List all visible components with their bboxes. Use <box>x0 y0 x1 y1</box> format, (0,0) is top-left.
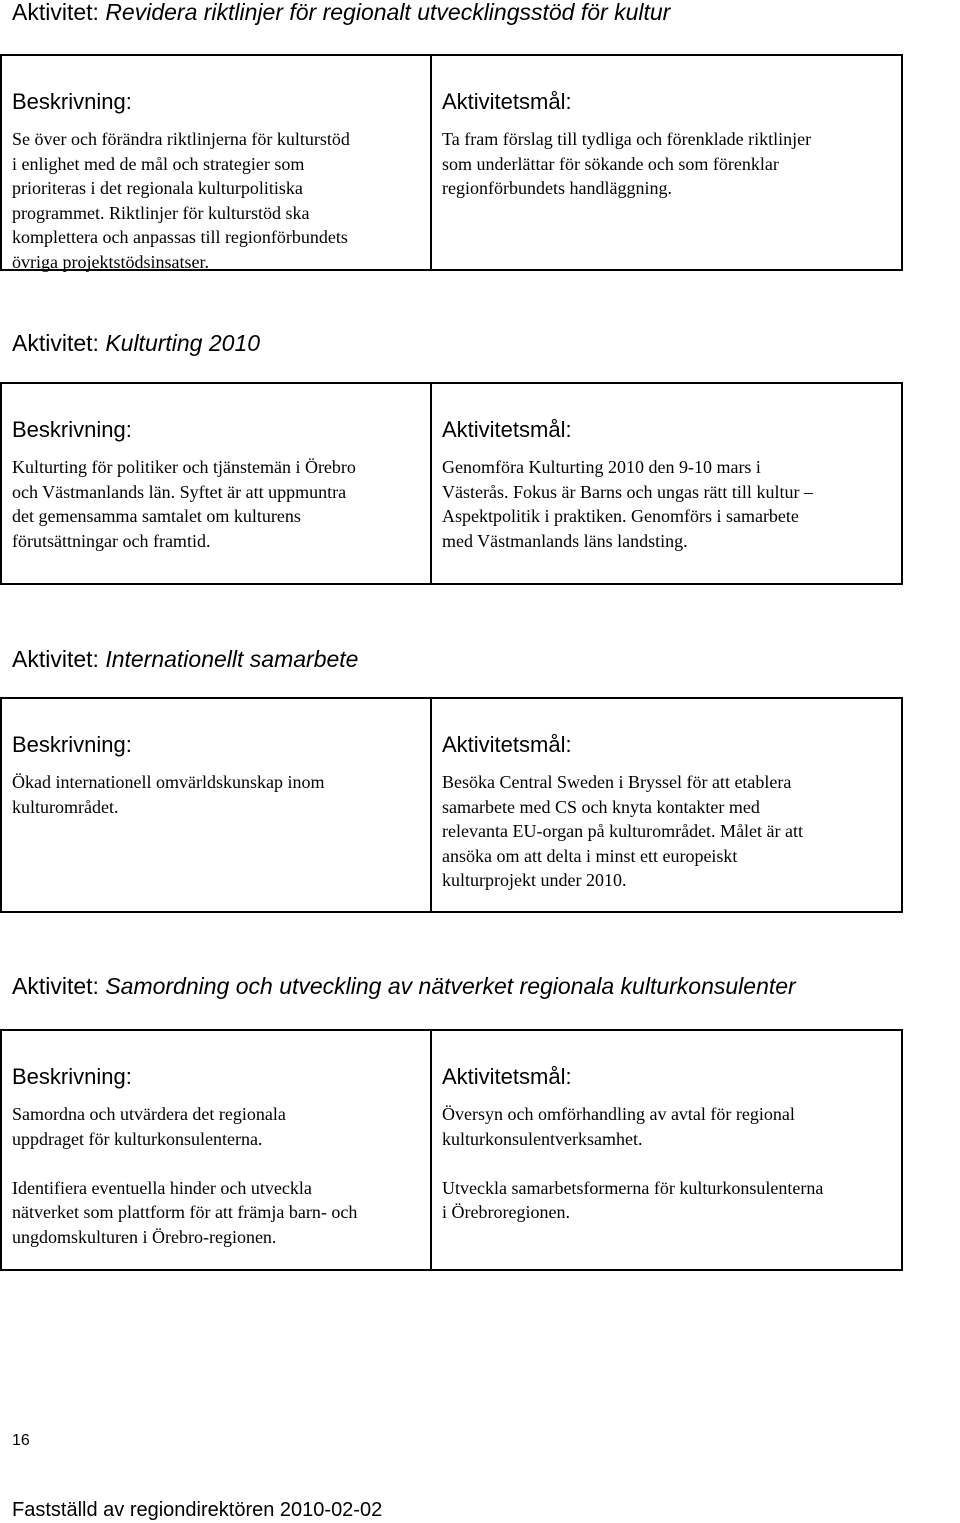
goal-paragraph: Genomföra Kulturting 2010 den 9-10 mars i Västerås. Fokus är Barns och ungas rätt till kultur – Aspektpolitik i praktiken. Genomförs i samarbete med Västmanlands läns landsting. <box>442 457 813 551</box>
activity-title-prefix: Aktivitet: <box>12 330 106 356</box>
activity-table <box>0 54 903 271</box>
goal-paragraph: Besöka Central Sweden i Bryssel för att etablera samarbete med CS och knyta kontakter med relevanta EU-organ på kulturområdet. Målet är att ansöka om att delta i minst ett europeiskt kulturprojekt under 2010. <box>442 772 804 891</box>
activity-title <box>12 332 260 355</box>
description-text <box>12 127 420 275</box>
goal-cell <box>432 1031 901 1269</box>
description-text <box>12 1102 420 1250</box>
goal-text <box>442 1102 891 1225</box>
activity-title <box>12 975 796 998</box>
activity-table <box>0 1029 903 1271</box>
activity-title-prefix: Aktivitet: <box>12 646 106 672</box>
goal-cell <box>432 699 901 911</box>
activity-title-name: Revidera riktlinjer för regionalt utvecklingsstöd för kultur <box>105 0 671 25</box>
activity-title-name: Kulturting 2010 <box>105 330 261 356</box>
description-paragraph: Samordna och utvärdera det regionala uppdraget för kulturkonsulenterna. <box>12 1104 286 1149</box>
description-paragraph: Se över och förändra riktlinjerna för kulturstöd i enlighet med de mål och strategier som prioriteras i det regionala kulturpolitiska programmet. Riktlinjer för kulturstöd ska komplettera och anpassas till regionförbundets övriga projektstödsinsatser. <box>12 129 350 272</box>
activity-title-name: Samordning och utveckling av nätverket regionala kulturkonsulenter <box>105 973 796 999</box>
goal-cell <box>432 384 901 583</box>
description-heading: Beskrivning: <box>12 732 132 757</box>
description-cell <box>2 699 432 911</box>
goal-heading: Aktivitetsmål: <box>442 417 572 442</box>
description-paragraph: Identifiera eventuella hinder och utveckla nätverket som plattform för att främja barn- och ungdomskulturen i Örebro-regionen. <box>12 1177 358 1247</box>
goal-text <box>442 770 891 893</box>
activity-table <box>0 382 903 585</box>
description-cell <box>2 1031 432 1269</box>
goal-paragraph: Utveckla samarbetsformerna för kulturkonsulenterna i Örebroregionen. <box>442 1177 824 1223</box>
description-cell <box>2 56 432 272</box>
description-heading: Beskrivning: <box>12 417 132 442</box>
activity-title-name: Internationellt samarbete <box>105 646 359 672</box>
description-paragraph: Kulturting för politiker och tjänstemän i Örebro och Västmanlands län. Syftet är att uppmuntra det gemensamma samtalet om kulturens förutsättningar och framtid. <box>12 457 356 551</box>
activity-title <box>12 648 358 671</box>
description-cell <box>2 384 432 583</box>
activity-title-prefix: Aktivitet: <box>12 0 106 25</box>
goal-heading: Aktivitetsmål: <box>442 89 572 114</box>
page-number: 16 <box>12 1432 30 1449</box>
goal-heading: Aktivitetsmål: <box>442 732 572 757</box>
goal-heading: Aktivitetsmål: <box>442 1064 572 1089</box>
description-heading: Beskrivning: <box>12 1064 132 1089</box>
activity-title-prefix: Aktivitet: <box>12 973 106 999</box>
description-heading: Beskrivning: <box>12 89 132 114</box>
goal-cell <box>432 56 901 269</box>
goal-paragraph: Översyn och omförhandling av avtal för regional kulturkonsulentverksamhet. <box>442 1104 795 1149</box>
footer-text: Fastställd av regiondirektören 2010-02-02 <box>12 1499 383 1521</box>
description-text <box>12 455 420 553</box>
goal-text <box>442 455 891 553</box>
goal-text <box>442 127 891 201</box>
description-text <box>12 770 420 819</box>
goal-paragraph: Ta fram förslag till tydliga och förenklade riktlinjer som underlättar för sökande och som förenklar regionförbundets handläggning. <box>442 129 812 199</box>
activity-title <box>12 1 670 24</box>
activity-table <box>0 697 903 913</box>
description-paragraph: Ökad internationell omvärldskunskap inom kulturområdet. <box>12 772 325 817</box>
